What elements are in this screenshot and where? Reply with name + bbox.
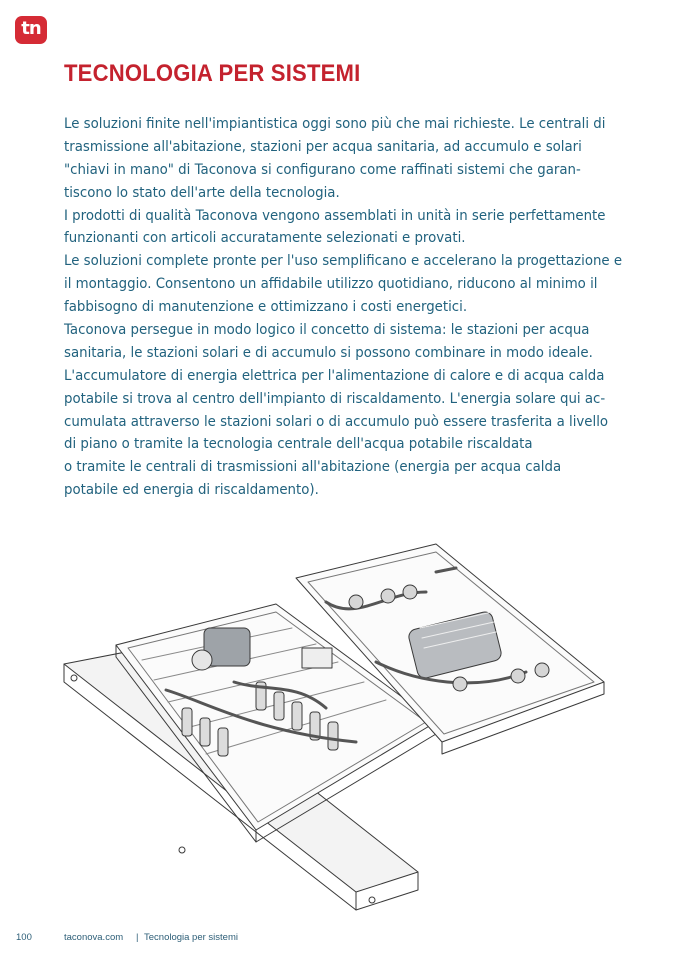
footer-website: taconova.com <box>64 932 124 943</box>
body-line: Taconova persegue in modo logico il concetto di sistema: le stazioni per acqua <box>64 322 590 339</box>
body-line: o tramite le centrali di trasmissioni all'abitazione (energia per acqua calda <box>64 459 562 476</box>
body-line: tiscono lo stato dell'arte della tecnologia. <box>64 184 340 201</box>
body-line: L'accumulatore di energia elettrica per l'alimentazione di calore e di acqua calda <box>64 367 605 384</box>
body-line: trasmissione all'abitazione, stazioni per acqua sanitaria, ad accumulo e solari <box>64 138 582 155</box>
body-line: Le soluzioni complete pronte per l'uso semplificano e accelerano la progettazione e <box>64 253 623 270</box>
body-line: "chiavi in mano" di Taconova si configurano come raffinati sistemi che garan- <box>64 161 581 178</box>
footer-separator: | <box>136 932 139 943</box>
taconova-logo <box>15 16 47 44</box>
body-line: potabile ed energia di riscaldamento). <box>64 482 319 499</box>
body-line: I prodotti di qualità Taconova vengono assemblati in unità in serie perfettamente <box>64 207 606 224</box>
logo-text: tn <box>21 18 41 39</box>
page-title: TECNOLOGIA PER SISTEMI <box>64 60 361 87</box>
footer-section-title: Tecnologia per sistemi <box>144 932 238 943</box>
page-number: 100 <box>16 932 32 943</box>
body-line: il montaggio. Consentono un affidabile utilizzo quotidiano, riducono al minimo il <box>64 276 598 293</box>
body-line: Le soluzioni finite nell'impiantistica oggi sono più che mai richieste. Le centrali di <box>64 116 606 132</box>
page-footer <box>16 932 662 946</box>
body-line: cumulata attraverso le stazioni solari o di accumulo può essere trasferita a livello <box>64 413 609 430</box>
body-line: fabbisogno di manutenzione e ottimizzano i costi energetici. <box>64 299 468 316</box>
body-line: potabile si trova al centro dell'impianto di riscaldamento. L'energia solare qui ac- <box>64 390 606 407</box>
system-station-illustration <box>56 532 626 912</box>
body-line: di piano o tramite la tecnologia centrale dell'acqua potabile riscaldata <box>64 436 533 453</box>
body-line: sanitaria, le stazioni solari e di accumulo si possono combinare in modo ideale. <box>64 344 593 361</box>
body-line: funzionanti con articoli accuratamente selezionati e provati. <box>64 230 466 247</box>
body-text <box>64 113 624 502</box>
